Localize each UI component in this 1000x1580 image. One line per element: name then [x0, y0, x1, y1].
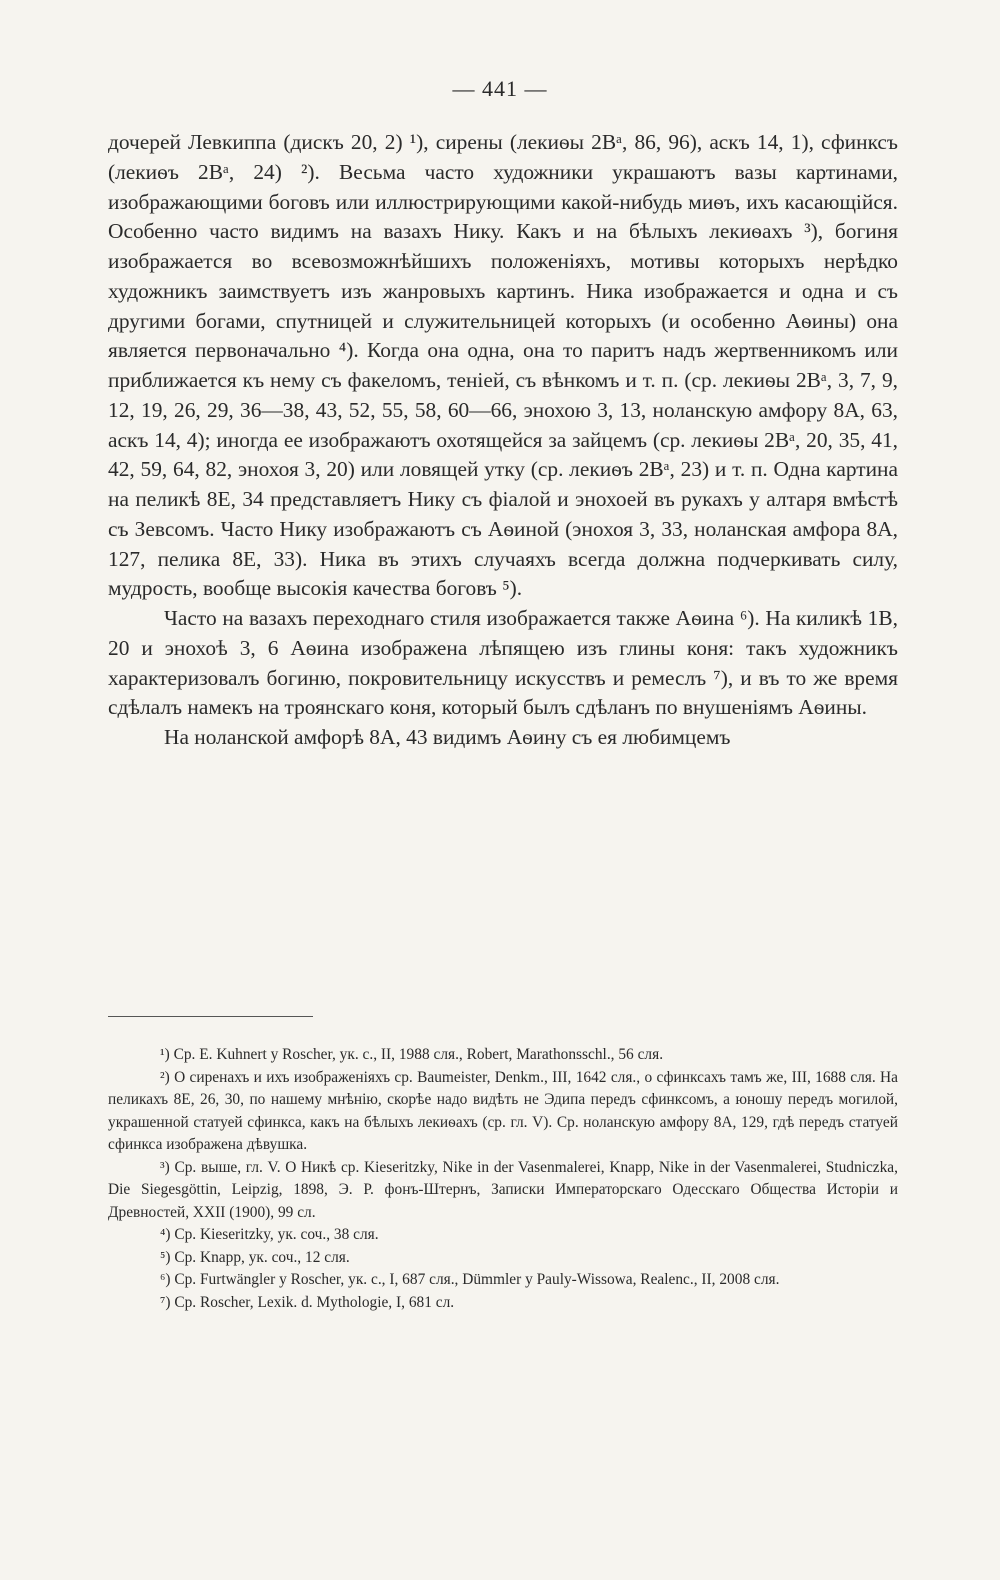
page-number: — 441 — [452, 76, 548, 101]
footnote-2: ²) О сиренахъ и ихъ изображеніяхъ ср. Baumeister, Denkm., III, 1642 сля., о сфинксахъ тамъ же, III, 1688 сля. На пеликахъ 8E, 26, 30, по нашему мнѣнію, скорѣе надо видѣть не Эдипа передъ сфинксомъ, а юношу передъ могилой, украшенной статуей сфинкса, какъ на бѣлыхъ лекиѳахъ (ср. гл. V). Ср. ноланскую амфору 8А, 129, гдѣ передъ статуей сфинкса изображена дѣвушка. [108, 1068, 898, 1153]
paragraph-2: Часто на вазахъ переходнаго стиля изображается также Аѳина ⁶). На киликѣ 1В, 20 и энохоѣ 3, 6 Аѳина изображена лѣпящею изъ глины коня: такъ художникъ характеризовалъ богиню, покровительницу искусствъ и ремеслъ ⁷), и въ то же время сдѣлалъ намекъ на троянскаго коня, который былъ сдѣланъ по внушеніямъ Аѳины. [108, 606, 898, 720]
footnote-3: ³) Ср. выше, гл. V. О Никѣ ср. Kieseritzky, Nike in der Vasenmalerei, Knapp, Nike in der Vasenmalerei, Studniczka, Die Siegesgöttin, Leipzig, 1898, Э. Р. фонъ-Штернъ, Записки Императорскаго Одесскаго Общества Исторіи и Древностей, XXII (1900), 99 сл. [108, 1158, 898, 1221]
footnotes [108, 1044, 898, 1314]
footnote-divider [108, 1016, 313, 1017]
paragraph-1: дочерей Левкиппа (дискъ 20, 2) ¹), сирены (лекиѳы 2Вᵃ, 86, 96), аскъ 14, 1), сфинксъ (лекиѳъ 2Вᵃ, 24) ²). Весьма часто художники украшаютъ вазы картинами, изображающими боговъ или иллюстрирующими какой-нибудь миѳъ, ихъ касающійся. Особенно часто видимъ на вазахъ Нику. Какъ и на бѣлыхъ лекиѳахъ ³), богиня изображается во всевозможнѣйшихъ положеніяхъ, мотивы которыхъ нерѣдко художникъ заимствуетъ изъ жанровыхъ картинъ. Ника изображается и одна и съ другими богами, спутницей и служительницей которыхъ (и особенно Аѳины) она является первоначально ⁴). Когда она одна, она то паритъ надъ жертвенникомъ или приближается къ нему съ факеломъ, теніей, съ вѣнкомъ и т. п. (ср. лекиѳы 2Вᵃ, 3, 7, 9, 12, 19, 26, 29, 36—38, 43, 52, 55, 58, 60—66, энохою 3, 13, ноланскую амфору 8А, 63, аскъ 14, 4); иногда ее изображаютъ охотящейся за зайцемъ (ср. лекиѳы 2Вᵃ, 20, 35, 41, 42, 59, 64, 82, энохоя 3, 20) или ловящей утку (ср. лекиѳъ 2Вᵃ, 23) и т. п. Одна картина на пеликѣ 8Е, 34 представляетъ Нику съ фіалой и энохоей въ рукахъ у алтаря вмѣстѣ съ Зевсомъ. Часто Нику изображаютъ съ Аѳиной (энохоя 3, 33, ноланская амфора 8А, 127, пелика 8Е, 33). Ника въ этихъ случаяхъ всегда должна подчеркивать силу, мудрость, вообще высокія качества боговъ ⁵). [108, 130, 898, 601]
footnote-4: ⁴) Ср. Kieseritzky, ук. соч., 38 сля. [160, 1226, 379, 1243]
footnote-1: ¹) Ср. Е. Kuhnert у Roscher, ук. с., II, 1988 сля., Robert, Marathonsschl., 56 сля. [160, 1046, 664, 1063]
paragraph-3: На ноланской амфорѣ 8А, 43 видимъ Аѳину съ ея любимцемъ [164, 725, 731, 749]
footnote-6: ⁶) Ср. Furtwängler у Roscher, ук. с., I, 687 сля., Dümmler у Pauly-Wissowa, Realenc., II, 2008 сля. [160, 1271, 780, 1288]
footnote-5: ⁵) Ср. Knapp, ук. соч., 12 сля. [160, 1248, 350, 1266]
footnote-7: ⁷) Ср. Roscher, Lexik. d. Mythologie, I, 681 сл. [160, 1293, 455, 1311]
main-text [108, 128, 898, 753]
